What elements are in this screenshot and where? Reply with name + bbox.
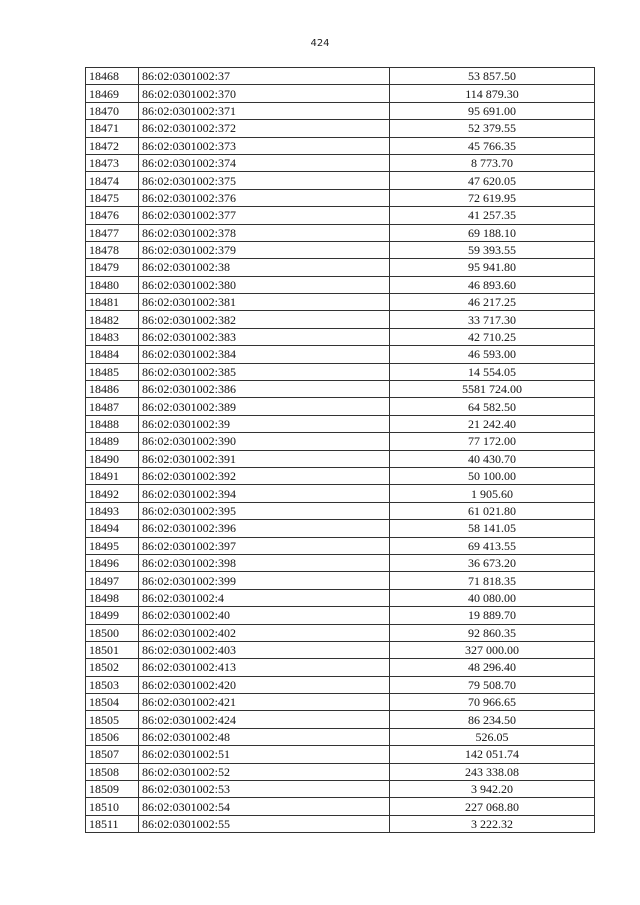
value-cell: 21 242.40 (390, 415, 595, 432)
value-cell: 526.05 (390, 728, 595, 745)
row-number-cell: 18494 (86, 520, 139, 537)
table-row (86, 676, 595, 693)
row-number-cell: 18510 (86, 798, 139, 815)
row-number-cell: 18492 (86, 485, 139, 502)
row-number-cell: 18471 (86, 120, 139, 137)
value-cell: 19 889.70 (390, 607, 595, 624)
row-number-cell: 18502 (86, 659, 139, 676)
cadastral-number-cell: 86:02:0301002:52 (139, 763, 390, 780)
value-cell: 8 773.70 (390, 154, 595, 171)
cadastral-number-cell: 86:02:0301002:386 (139, 381, 390, 398)
table-row (86, 189, 595, 206)
table-row (86, 467, 595, 484)
table-row (86, 589, 595, 606)
value-cell: 45 766.35 (390, 137, 595, 154)
value-cell: 46 593.00 (390, 346, 595, 363)
row-number-cell: 18468 (86, 68, 139, 85)
row-number-cell: 18474 (86, 172, 139, 189)
table-row (86, 450, 595, 467)
value-cell: 46 893.60 (390, 276, 595, 293)
row-number-cell: 18508 (86, 763, 139, 780)
row-number-cell: 18498 (86, 589, 139, 606)
value-cell: 48 296.40 (390, 659, 595, 676)
cadastral-number-cell: 86:02:0301002:53 (139, 781, 390, 798)
table-row (86, 433, 595, 450)
row-number-cell: 18486 (86, 381, 139, 398)
row-number-cell: 18500 (86, 624, 139, 641)
table-row (86, 746, 595, 763)
cadastral-number-cell: 86:02:0301002:377 (139, 207, 390, 224)
row-number-cell: 18482 (86, 311, 139, 328)
cadastral-number-cell: 86:02:0301002:48 (139, 728, 390, 745)
table-row (86, 694, 595, 711)
table-row (86, 624, 595, 641)
cadastral-number-cell: 86:02:0301002:380 (139, 276, 390, 293)
cadastral-number-cell: 86:02:0301002:384 (139, 346, 390, 363)
cadastral-number-cell: 86:02:0301002:399 (139, 572, 390, 589)
table-row (86, 572, 595, 589)
cadastral-number-cell: 86:02:0301002:372 (139, 120, 390, 137)
cadastral-number-cell: 86:02:0301002:385 (139, 363, 390, 380)
cadastral-number-cell: 86:02:0301002:420 (139, 676, 390, 693)
table-row (86, 815, 595, 832)
table-row (86, 659, 595, 676)
value-cell: 53 857.50 (390, 68, 595, 85)
cadastral-number-cell: 86:02:0301002:391 (139, 450, 390, 467)
value-cell: 52 379.55 (390, 120, 595, 137)
cadastral-number-cell: 86:02:0301002:421 (139, 694, 390, 711)
table-row (86, 554, 595, 571)
row-number-cell: 18503 (86, 676, 139, 693)
table-row (86, 798, 595, 815)
value-cell: 59 393.55 (390, 241, 595, 258)
value-cell: 1 905.60 (390, 485, 595, 502)
cadastral-number-cell: 86:02:0301002:54 (139, 798, 390, 815)
value-cell: 95 691.00 (390, 102, 595, 119)
cadastral-number-cell: 86:02:0301002:398 (139, 554, 390, 571)
row-number-cell: 18478 (86, 241, 139, 258)
row-number-cell: 18504 (86, 694, 139, 711)
value-cell: 70 966.65 (390, 694, 595, 711)
table-row (86, 294, 595, 311)
table-row (86, 120, 595, 137)
table-row (86, 172, 595, 189)
row-number-cell: 18501 (86, 641, 139, 658)
table-row (86, 363, 595, 380)
value-cell: 33 717.30 (390, 311, 595, 328)
table-row (86, 398, 595, 415)
cadastral-number-cell: 86:02:0301002:424 (139, 711, 390, 728)
cadastral-number-cell: 86:02:0301002:382 (139, 311, 390, 328)
cadastral-number-cell: 86:02:0301002:378 (139, 224, 390, 241)
table-row (86, 68, 595, 85)
row-number-cell: 18479 (86, 259, 139, 276)
page-number: 424 (310, 38, 330, 49)
value-cell: 58 141.05 (390, 520, 595, 537)
value-cell: 71 818.35 (390, 572, 595, 589)
row-number-cell: 18499 (86, 607, 139, 624)
table-row (86, 763, 595, 780)
value-cell: 327 000.00 (390, 641, 595, 658)
cadastral-number-cell: 86:02:0301002:373 (139, 137, 390, 154)
row-number-cell: 18487 (86, 398, 139, 415)
row-number-cell: 18477 (86, 224, 139, 241)
table-row (86, 241, 595, 258)
table-row (86, 781, 595, 798)
row-number-cell: 18488 (86, 415, 139, 432)
row-number-cell: 18506 (86, 728, 139, 745)
value-cell: 95 941.80 (390, 259, 595, 276)
value-cell: 3 222.32 (390, 815, 595, 832)
value-cell: 50 100.00 (390, 467, 595, 484)
value-cell: 86 234.50 (390, 711, 595, 728)
value-cell: 14 554.05 (390, 363, 595, 380)
row-number-cell: 18509 (86, 781, 139, 798)
table-row (86, 311, 595, 328)
row-number-cell: 18475 (86, 189, 139, 206)
table-row (86, 520, 595, 537)
value-cell: 69 188.10 (390, 224, 595, 241)
value-cell: 47 620.05 (390, 172, 595, 189)
row-number-cell: 18496 (86, 554, 139, 571)
row-number-cell: 18472 (86, 137, 139, 154)
table-row (86, 224, 595, 241)
table-row (86, 276, 595, 293)
cadastral-number-cell: 86:02:0301002:389 (139, 398, 390, 415)
value-cell: 227 068.80 (390, 798, 595, 815)
row-number-cell: 18480 (86, 276, 139, 293)
table-row (86, 711, 595, 728)
value-cell: 41 257.35 (390, 207, 595, 224)
cadastral-number-cell: 86:02:0301002:51 (139, 746, 390, 763)
cadastral-number-cell: 86:02:0301002:397 (139, 537, 390, 554)
row-number-cell: 18491 (86, 467, 139, 484)
table-row (86, 537, 595, 554)
row-number-cell: 18507 (86, 746, 139, 763)
row-number-cell: 18497 (86, 572, 139, 589)
cadastral-number-cell: 86:02:0301002:396 (139, 520, 390, 537)
cadastral-number-cell: 86:02:0301002:381 (139, 294, 390, 311)
value-cell: 77 172.00 (390, 433, 595, 450)
cadastral-number-cell: 86:02:0301002:403 (139, 641, 390, 658)
table-row (86, 728, 595, 745)
table-body (86, 68, 595, 833)
table-row (86, 259, 595, 276)
value-cell: 114 879.30 (390, 85, 595, 102)
table-row (86, 102, 595, 119)
value-cell: 5581 724.00 (390, 381, 595, 398)
cadastral-number-cell: 86:02:0301002:370 (139, 85, 390, 102)
table-row (86, 381, 595, 398)
cadastral-number-cell: 86:02:0301002:379 (139, 241, 390, 258)
cadastral-number-cell: 86:02:0301002:395 (139, 502, 390, 519)
value-cell: 243 338.08 (390, 763, 595, 780)
row-number-cell: 18481 (86, 294, 139, 311)
cadastral-number-cell: 86:02:0301002:375 (139, 172, 390, 189)
cadastral-number-cell: 86:02:0301002:371 (139, 102, 390, 119)
row-number-cell: 18470 (86, 102, 139, 119)
table-row (86, 607, 595, 624)
cadastral-number-cell: 86:02:0301002:37 (139, 68, 390, 85)
value-cell: 69 413.55 (390, 537, 595, 554)
cadastral-number-cell: 86:02:0301002:4 (139, 589, 390, 606)
value-cell: 36 673.20 (390, 554, 595, 571)
row-number-cell: 18505 (86, 711, 139, 728)
cadastral-value-table (85, 67, 595, 833)
cadastral-number-cell: 86:02:0301002:38 (139, 259, 390, 276)
cadastral-number-cell: 86:02:0301002:40 (139, 607, 390, 624)
cadastral-number-cell: 86:02:0301002:402 (139, 624, 390, 641)
table-row (86, 328, 595, 345)
value-cell: 40 430.70 (390, 450, 595, 467)
table-row (86, 346, 595, 363)
row-number-cell: 18490 (86, 450, 139, 467)
cadastral-number-cell: 86:02:0301002:39 (139, 415, 390, 432)
value-cell: 61 021.80 (390, 502, 595, 519)
cadastral-number-cell: 86:02:0301002:374 (139, 154, 390, 171)
table-row (86, 415, 595, 432)
cadastral-number-cell: 86:02:0301002:383 (139, 328, 390, 345)
row-number-cell: 18483 (86, 328, 139, 345)
row-number-cell: 18476 (86, 207, 139, 224)
row-number-cell: 18469 (86, 85, 139, 102)
value-cell: 40 080.00 (390, 589, 595, 606)
cadastral-number-cell: 86:02:0301002:392 (139, 467, 390, 484)
table-row (86, 137, 595, 154)
row-number-cell: 18485 (86, 363, 139, 380)
cadastral-number-cell: 86:02:0301002:376 (139, 189, 390, 206)
table-row (86, 85, 595, 102)
value-cell: 142 051.74 (390, 746, 595, 763)
value-cell: 42 710.25 (390, 328, 595, 345)
value-cell: 72 619.95 (390, 189, 595, 206)
row-number-cell: 18484 (86, 346, 139, 363)
row-number-cell: 18495 (86, 537, 139, 554)
table-row (86, 207, 595, 224)
cadastral-number-cell: 86:02:0301002:413 (139, 659, 390, 676)
cadastral-number-cell: 86:02:0301002:55 (139, 815, 390, 832)
table-row (86, 641, 595, 658)
value-cell: 92 860.35 (390, 624, 595, 641)
cadastral-number-cell: 86:02:0301002:394 (139, 485, 390, 502)
table-row (86, 485, 595, 502)
value-cell: 3 942.20 (390, 781, 595, 798)
value-cell: 79 508.70 (390, 676, 595, 693)
row-number-cell: 18473 (86, 154, 139, 171)
value-cell: 46 217.25 (390, 294, 595, 311)
cadastral-number-cell: 86:02:0301002:390 (139, 433, 390, 450)
row-number-cell: 18511 (86, 815, 139, 832)
value-cell: 64 582.50 (390, 398, 595, 415)
row-number-cell: 18493 (86, 502, 139, 519)
table-row (86, 154, 595, 171)
table-row (86, 502, 595, 519)
row-number-cell: 18489 (86, 433, 139, 450)
